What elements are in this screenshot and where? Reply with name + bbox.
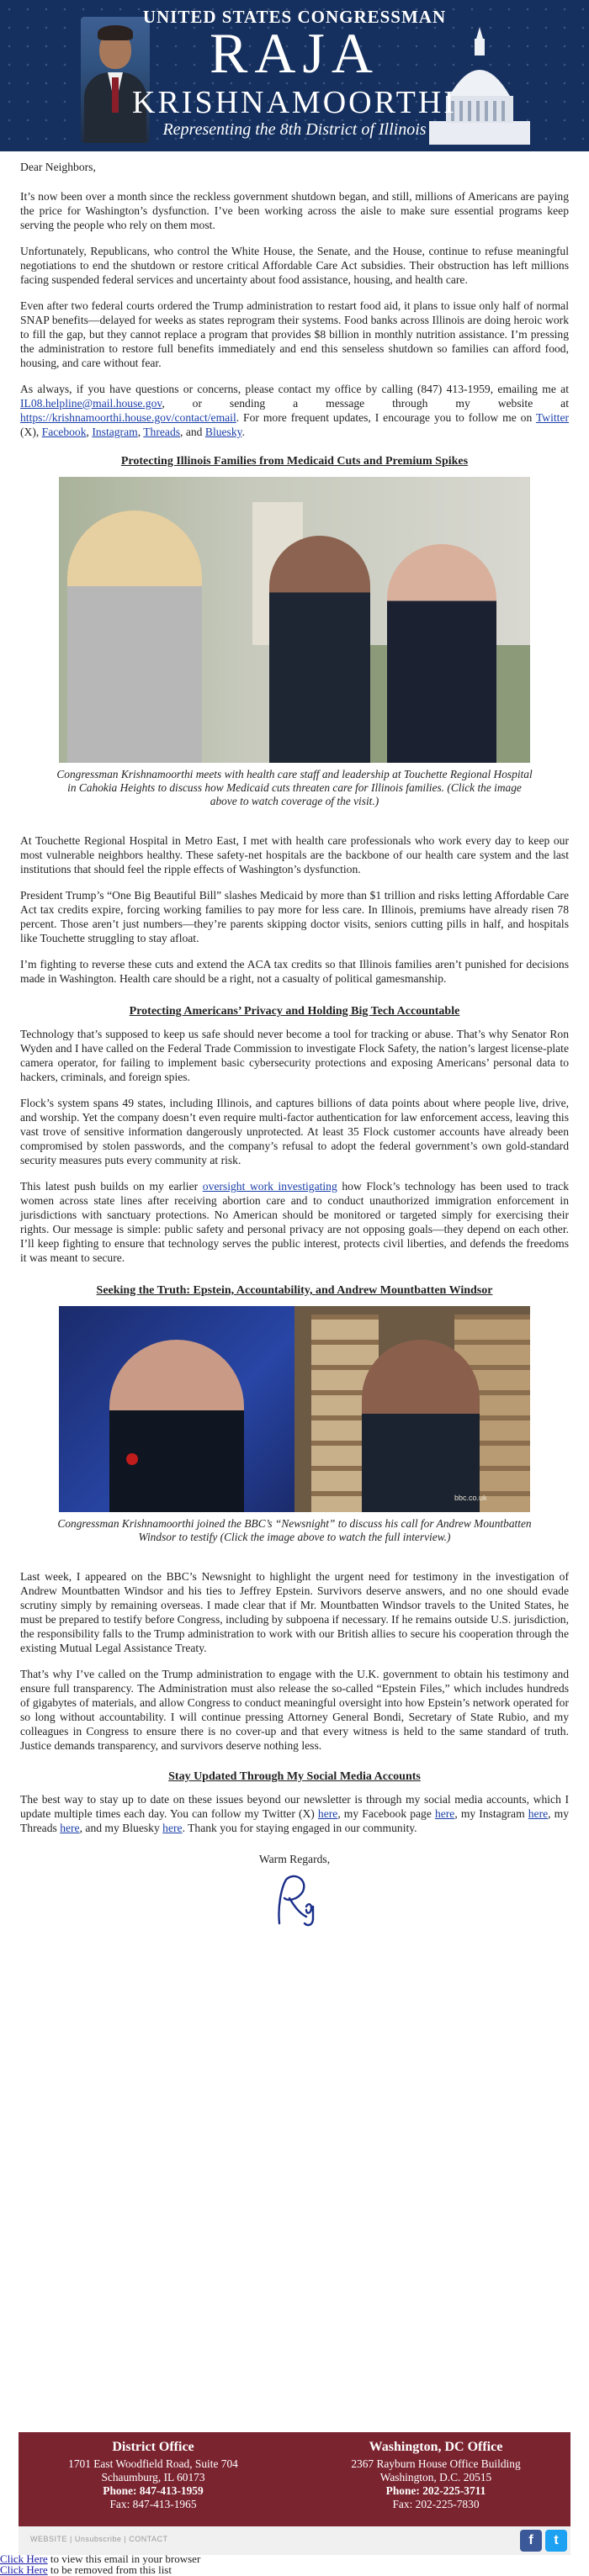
dc-phone: Phone: 202-225-3711 [385, 2484, 486, 2497]
contact-website-link[interactable]: https://krishnamoorthi.house.gov/contact/email [20, 411, 236, 424]
unsubscribe-link[interactable]: Click Here [0, 2563, 48, 2576]
footer-bar [19, 2526, 570, 2555]
social-paragraph: The best way to stay up to date on these issues beyond our newsletter is through my social media accounts, which I update multiple times each day. You can follow my Twitter (X) here, my Facebook page here, my Instagram here, my Threads here, and my Bluesky here. Thank you for staying engaged in our community. [20, 1793, 570, 1834]
epstein-paragraph-1: Last week, I appeared on the BBC’s Newsnight to highlight the urgent need for testimony in the investigation of Andrew Mountbatten Windsor and his ties to Jeffrey Epstein. Survivors deserve answers, and no one should evade scrutiny simply by remaining overseas. I made clear that if Mr. Mountbatten Windsor travels to the United States, he must be prepared to testify before Congress, including by subpoena if necessary. If he remains outside U.S. jurisdiction, the responsibility falls to the Trump administration to work with our British allies to secure his cooperation through the existing Mutual Legal Assistance Treaty. [20, 1570, 569, 1654]
hospital-visit-photo[interactable] [59, 477, 530, 763]
intro-paragraph-3: Even after two federal courts ordered the Trump administration to restart food aid, it plans to issue only half of normal SNAP benefits—delayed for weeks as states reprogram their systems. Food banks across Illinois are doing heroic work to fill the gap, but they cannot replace a program that provides $8 billion in monthly nutrition assistance. I’m pressing the administration to restore full benefits immediately and end this senseless shutdown so families can afford food, housing, and care without fear. [20, 299, 569, 369]
closing-text: Warm Regards, [258, 1853, 331, 1865]
privacy-paragraph-2: Flock’s system spans 49 states, including Illinois, and captures billions of data points about where people live, drive, and worship. Yet the company doesn’t even require multi-factor authentication for law enforcement access, leaving this vast trove of sensitive information dangerously unprotected. At least 35 Flock customer accounts have already been compromised by stolen passwords, and the company’s refusal to adopt the federal government’s own gold-standard security measures puts every community at risk. [20, 1097, 569, 1166]
dc-office-title: Washington, DC Office [369, 2440, 503, 2454]
medicaid-paragraph-3: I’m fighting to reverse these cuts and extend the ACA tax credits so that Illinois families aren’t punished for decisions made in Washington. Health care should be a right, not a casualty of political gamesmanship. [20, 958, 569, 985]
social-instagram-link[interactable]: here [528, 1807, 549, 1820]
epstein-paragraph-2: That’s why I’ve called on the Trump administration to engage with the U.K. government to obtain his testimony and ensure full transparency. The Administration must also release the so-called “Epstein Files,” which includes hundreds of gigabytes of materials, and allow Congress to conduct meaningful oversight into how Epstein’s network operated for so long without accountability. I will continue pressing Attorney General Bondi, Secretary of State Rubio, and my colleagues in Congress to ensure there is no cover-up and that every witness is held to the same standard of truth. Justice demands transparency, and survivors deserve nothing less. [20, 1668, 569, 1752]
dc-address-2: Washington, D.C. 20515 [379, 2471, 492, 2483]
header-title-small: UNITED STATES CONGRESSMAN [142, 7, 447, 27]
facebook-icon[interactable]: f [520, 2530, 542, 2552]
district-fax: Fax: 847-413-1965 [109, 2498, 197, 2510]
view-in-browser-link[interactable]: Click Here [0, 2552, 48, 2565]
handwritten-signature [269, 1873, 320, 1928]
threads-link[interactable]: Threads [143, 426, 181, 438]
district-office-title: District Office [112, 2440, 194, 2454]
intro-paragraph-2: Unfortunately, Republicans, who control the White House, the Senate, and the House, continue to refuse meaningful negotiations to end the shutdown or restore critical Affordable Care Act subsidies. Their obstruction has left millions facing suspended federal services and uncertainty about food assistance, housing, and health care. [20, 245, 569, 286]
privacy-paragraph-3: This latest push builds on my earlier oversight work investigating how Flock’s technology has been used to track women across state lines after receiving abortion care and to conduct unauthorized immigration enforcement in jurisdictions with sanctuary protections. No American should be monitored or targeted simply for exercising their rights. Our message is simple: public safety and personal privacy are not opposing goals—they depend on each other. I’ll keep fighting to ensure that technology serves the public interest, protects civil liberties, and defends the freedoms it was meant to secure. [20, 1180, 569, 1264]
social-bluesky-link[interactable]: here [162, 1822, 183, 1834]
section-title-privacy: Protecting Americans’ Privacy and Holding Big Tech Accountable [129, 1005, 460, 1018]
section-title-medicaid: Protecting Illinois Families from Medicaid Cuts and Premium Spikes [120, 455, 469, 468]
facebook-link[interactable]: Facebook [41, 426, 87, 438]
medicaid-paragraph-1: At Touchette Regional Hospital in Metro East, I met with health care professionals who work every day to keep our most vulnerable neighbors healthy. These safety-net hospitals are the backbone of our health care system and the last institutions that should feel the ripple effects of Washington’s dysfunction. [20, 834, 569, 875]
twitter-icon[interactable]: t [545, 2530, 567, 2552]
section-title-social: Stay Updated Through My Social Media Accounts [168, 1770, 421, 1783]
intro-paragraph-1: It’s now been over a month since the reckless government shutdown began, and still, millions of Americans are paying the price for Washington’s dysfunction. I’ve been working across the aisle to make sure essential programs keep serving the people who rely on them most. [20, 190, 569, 231]
header-district: Representing the 8th District of Illinois [162, 120, 427, 139]
district-phone: Phone: 847-413-1959 [103, 2484, 204, 2497]
office-footer [19, 2432, 570, 2526]
section-title-epstein: Seeking the Truth: Epstein, Accountability, and Andrew Mountbatten Windsor [96, 1284, 493, 1297]
intro-paragraph-4: As always, if you have questions or concerns, please contact my office by calling (847) 413-1959, emailing me at IL08.helpline@mail.house.gov, or sending a message through my website at https://krishnamoorthi.house.gov/contact/email. For more frequent updates, I encourage you to follow me on Twitter (X), Facebook, Instagram, Threads, and Bluesky. [20, 383, 569, 438]
helpline-email-link[interactable]: IL08.helpline@mail.house.gov [20, 397, 162, 410]
medicaid-paragraph-2: President Trump’s “One Big Beautiful Bill” slashes Medicaid by more than $1 trillion and risks letting Affordable Care Act tax credits expire, forcing working families to pay more for less care. In Illinois, premiums have already risen 78 percent. Those aren’t just numbers—they’re parents skipping doctor visits, seniors cutting pills in half, and hospitals like Touchette struggling to stay afloat. [20, 889, 569, 944]
social-twitter-link[interactable]: here [317, 1807, 338, 1820]
newsletter-header [0, 0, 589, 151]
twitter-link[interactable]: Twitter [535, 411, 569, 424]
instagram-link[interactable]: Instagram [92, 426, 138, 438]
signature-block [20, 1852, 569, 1932]
hospital-photo-caption: Congressman Krishnamoorthi meets with health care staff and leadership at Touchette Regional Hospital in Cahokia Heights to discuss how Medicaid cuts threaten care for Illinois families. (Click the image above to watch coverage of the visit.) [56, 768, 533, 807]
district-office [19, 2441, 288, 2511]
bbc-photo-caption: Congressman Krishnamoorthi joined the BBC’s “Newsnight” to discuss his call for Andrew Mountbatten Windsor to testify (Click the image above to watch the full interview.) [57, 1517, 532, 1543]
social-facebook-link[interactable]: here [434, 1807, 455, 1820]
bluesky-link[interactable]: Bluesky [204, 426, 242, 438]
district-address-1: 1701 East Woodfield Road, Suite 704 [68, 2457, 238, 2470]
salutation: Dear Neighbors, [20, 161, 96, 173]
dc-address-1: 2367 Rayburn House Office Building [351, 2457, 521, 2470]
poppy-icon [126, 1453, 138, 1465]
dc-office [301, 2441, 570, 2511]
bbc-interview-photo[interactable] [59, 1306, 530, 1512]
privacy-paragraph-1: Technology that’s supposed to keep us safe should never become a tool for tracking or abuse. That’s why Senator Ron Wyden and I have called on the Federal Trade Commission to investigate Flock Safety, the nation’s largest license-plate camera operator, for failing to implement basic cybersecurity protections and exposing Americans’ personal data to hackers, criminals, and foreign spies. [20, 1028, 569, 1083]
header-first-name: RAJA [209, 21, 380, 85]
newsletter-body [20, 160, 569, 1932]
social-threads-link[interactable]: here [60, 1822, 80, 1834]
email-utility-links: Click Here to view this email in your browser Click Here to be removed from this list [0, 2552, 201, 2576]
district-address-2: Schaumburg, IL 60173 [101, 2471, 205, 2483]
header-last-name: KRISHNAMOORTHI [132, 85, 457, 120]
dc-fax: Fax: 202-225-7830 [392, 2498, 480, 2510]
footer-links[interactable]: WEBSITE | Unsubscribe | CONTACT [30, 2535, 168, 2543]
oversight-work-link[interactable]: oversight work investigating [202, 1180, 337, 1193]
video-watermark: bbc.co.uk [454, 1494, 487, 1502]
